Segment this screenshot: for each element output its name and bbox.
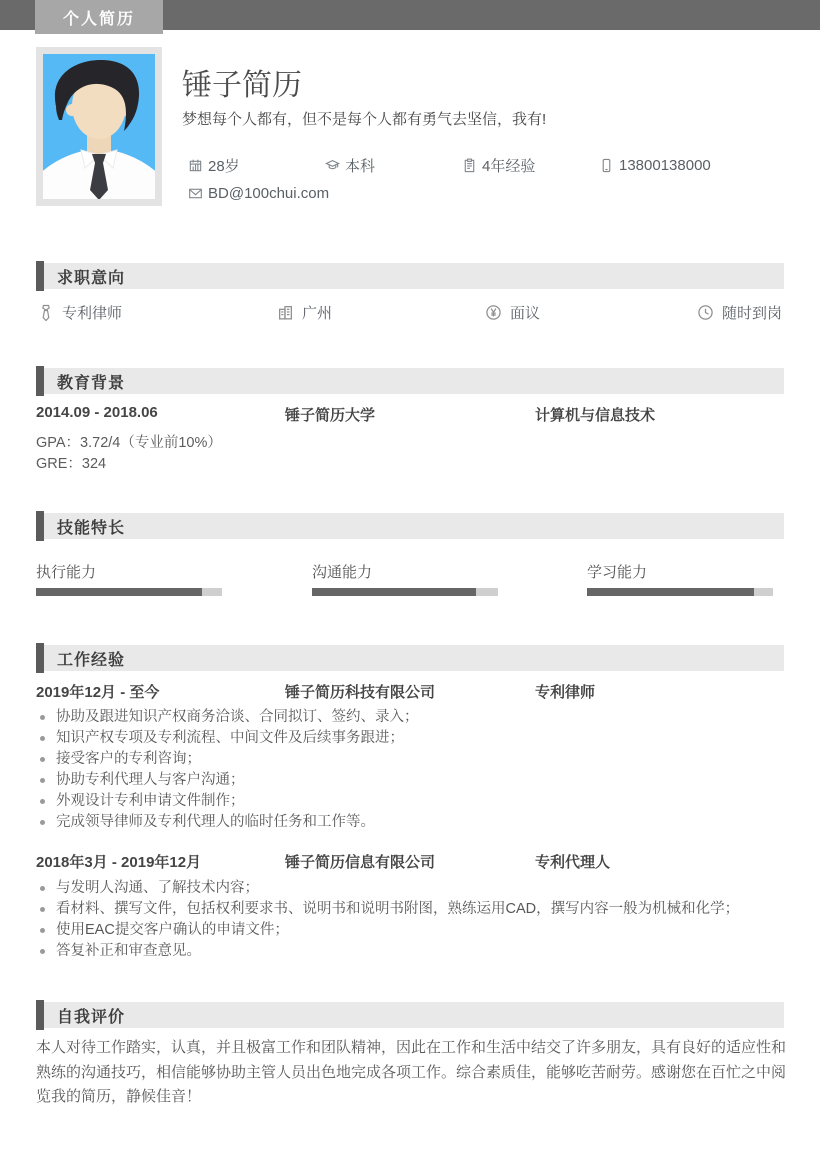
experience-item (462, 155, 599, 176)
section-title: 自我评价 (44, 1002, 784, 1028)
work-row (36, 681, 784, 699)
skill-bar-fill (312, 588, 476, 596)
work-row (36, 851, 784, 869)
education-row (36, 404, 784, 422)
education-school: 锤子简历大学 (285, 407, 376, 424)
section-title: 求职意向 (44, 263, 784, 289)
phone-value: 13800138000 (619, 157, 711, 174)
skill-label: 执行能力 (36, 564, 97, 581)
job-intention-row (36, 302, 784, 324)
section-accent (36, 366, 44, 396)
section-title: 工作经验 (44, 645, 784, 671)
age-value: 28岁 (208, 158, 240, 175)
section-accent (36, 511, 44, 541)
skill-label: 学习能力 (587, 564, 648, 581)
skill-bar (587, 588, 773, 596)
work-role: 专利律师 (535, 684, 596, 701)
work-bullet: 答复补正和审查意见。 (36, 941, 796, 962)
clock-icon (697, 304, 714, 321)
skill-bar (312, 588, 498, 596)
work-bullet: 知识产权专项及专利流程、中间文件及后续事务跟进； (36, 728, 796, 749)
education-major: 计算机与信息技术 (535, 407, 656, 424)
work-role: 专利代理人 (535, 854, 611, 871)
intention-salary (485, 302, 540, 323)
work-bullet: 接受客户的专利咨询； (36, 749, 796, 770)
skill-bar (36, 588, 222, 596)
candidate-name: 锤子简历 (182, 69, 302, 102)
education-gre: GRE：324 (36, 456, 107, 472)
avatar (36, 47, 162, 206)
education-gpa: GPA：3.72/4（专业前10%） (36, 435, 222, 451)
work-company: 锤子简历信息有限公司 (285, 854, 436, 871)
basic-info-row (188, 155, 788, 176)
section-evaluation-header (36, 1000, 784, 1030)
self-evaluation-text: 本人对待工作踏实，认真，并且极富工作和团队精神，因此在工作和生活中结交了许多朋友，具有良好的适应性和熟练的沟通技巧，相信能够协助主管人员出色地完成各项工作。综合素质佳，能够吃苦耐劳。感谢您在百忙之中阅览我的简历，静候佳音！ (36, 1039, 787, 1105)
tie-icon (38, 304, 54, 322)
intention-position (38, 302, 122, 323)
section-title: 教育背景 (44, 368, 784, 394)
work-bullet: 协助专利代理人与客户沟通； (36, 770, 796, 791)
work-bullet: 协助及跟进知识产权商务洽谈、合同拟订、签约、录入； (36, 707, 796, 728)
work-company: 锤子简历科技有限公司 (285, 684, 436, 701)
education-period: 2014.09 - 2018.06 (36, 404, 158, 421)
avatar-illustration (43, 54, 155, 199)
candidate-motto: 梦想每个人都有，但不是每个人都有勇气去坚信，我有! (182, 111, 547, 128)
intention-position-label: 专利律师 (62, 305, 123, 322)
age-item (188, 155, 325, 176)
work-bullet: 完成领导律师及专利代理人的临时任务和工作等。 (36, 812, 796, 833)
section-accent (36, 1000, 44, 1030)
work-bullets (36, 878, 796, 962)
section-skills-header (36, 511, 784, 541)
work-period: 2019年12月 - 至今 (36, 684, 160, 701)
email-value: BD@100chui.com (208, 185, 330, 202)
yen-circle-icon (485, 304, 502, 321)
work-bullet: 看材料、撰写文件，包括权利要求书、说明书和说明书附图，熟练运用CAD，撰写内容一般为机械和化学； (36, 899, 796, 920)
work-bullet: 使用EAC提交客户确认的申请文件； (36, 920, 796, 941)
intention-city-label: 广州 (302, 305, 333, 322)
phone-item (599, 157, 711, 174)
section-education-header (36, 366, 784, 396)
resume-tab (35, 0, 163, 34)
work-bullets (36, 707, 796, 833)
graduation-cap-icon (325, 158, 340, 173)
degree-item (325, 155, 462, 176)
resume-tab-label: 个人简历 (62, 10, 135, 28)
skill-bar-fill (36, 588, 202, 596)
section-accent (36, 261, 44, 291)
skill-label: 沟通能力 (312, 564, 373, 581)
email-item (188, 185, 329, 202)
envelope-icon (188, 186, 203, 201)
work-period: 2018年3月 - 2019年12月 (36, 854, 202, 871)
section-title: 技能特长 (44, 513, 784, 539)
phone-icon (599, 158, 614, 173)
intention-salary-label: 面议 (510, 305, 541, 322)
experience-value: 4年经验 (482, 158, 536, 175)
section-work-header (36, 643, 784, 673)
clipboard-icon (462, 158, 477, 173)
intention-city (277, 302, 332, 323)
intention-availability (697, 302, 782, 323)
calendar-icon (188, 158, 203, 173)
work-bullet: 与发明人沟通、了解技术内容； (36, 878, 796, 899)
intention-availability-label: 随时到岗 (722, 305, 783, 322)
section-job-intention-header (36, 261, 784, 291)
skill-bar-fill (587, 588, 754, 596)
work-bullet: 外观设计专利申请文件制作； (36, 791, 796, 812)
section-accent (36, 643, 44, 673)
degree-value: 本科 (345, 158, 376, 175)
building-icon (277, 304, 294, 321)
